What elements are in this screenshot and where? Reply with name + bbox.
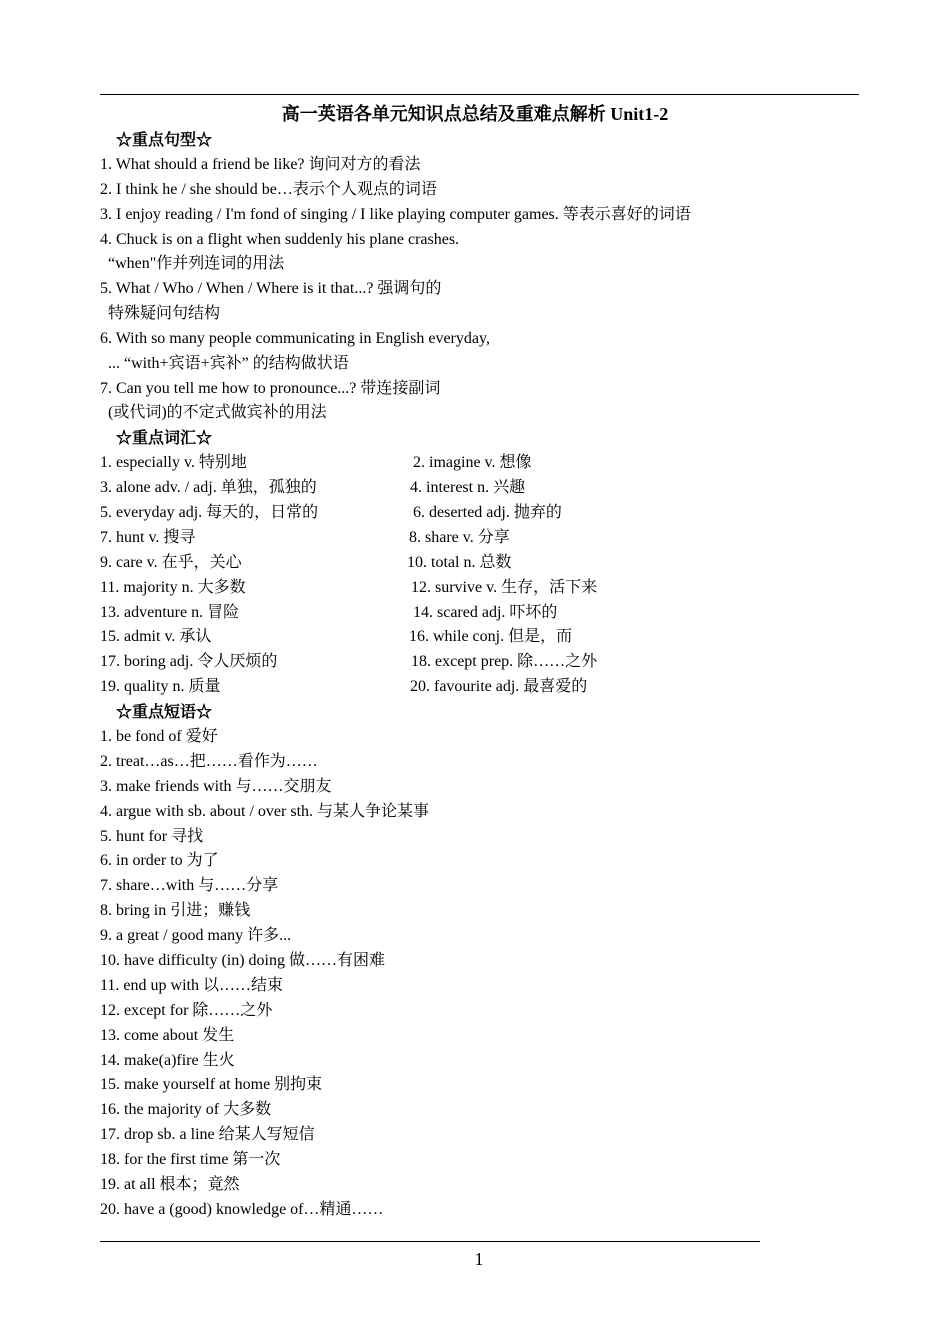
- vocab-item: 18. except prep. 除……之外: [411, 653, 598, 670]
- vocab-item: 3. alone adv. / adj. 单独，孤独的: [100, 479, 317, 496]
- vocab-item: 4. interest n. 兴趣: [410, 479, 526, 496]
- phrase-item: 12. except for 除……之外: [100, 1002, 273, 1019]
- phrase-item: 2. treat…as…把……看作为……: [100, 753, 318, 770]
- sentence-line: ... “with+宾语+宾补” 的结构做状语: [108, 355, 349, 372]
- vocab-item: 14. scared adj. 吓坏的: [413, 604, 558, 621]
- sentence-line: (或代词)的不定式做宾补的用法: [108, 404, 327, 421]
- sentence-line: 2. I think he / she should be…表示个人观点的词语: [100, 181, 437, 198]
- sentence-line: 特殊疑问句结构: [108, 305, 221, 322]
- section-heading-phrases: ☆重点短语☆: [116, 704, 213, 721]
- vocab-item: 12. survive v. 生存，活下来: [411, 579, 598, 596]
- vocab-item: 20. favourite adj. 最喜爱的: [410, 678, 588, 695]
- sentence-line: 1. What should a friend be like? 询问对方的看法: [100, 156, 421, 173]
- phrase-item: 18. for the first time 第一次: [100, 1151, 281, 1168]
- phrase-item: 16. the majority of 大多数: [100, 1101, 272, 1118]
- phrase-item: 19. at all 根本；竟然: [100, 1176, 240, 1193]
- vocab-item: 9. care v. 在乎，关心: [100, 554, 242, 571]
- phrase-item: 10. have difficulty (in) doing 做……有困难: [100, 952, 386, 969]
- section-heading-vocab: ☆重点词汇☆: [116, 430, 213, 447]
- page-number: 1: [474, 1249, 484, 1269]
- vocab-item: 17. boring adj. 令人厌烦的: [100, 653, 278, 670]
- phrase-item: 15. make yourself at home 别拘束: [100, 1076, 323, 1093]
- vocab-item: 7. hunt v. 搜寻: [100, 529, 196, 546]
- vocab-item: 11. majority n. 大多数: [100, 579, 246, 596]
- phrase-item: 7. share…with 与……分享: [100, 877, 279, 894]
- vocab-item: 10. total n. 总数: [407, 554, 512, 571]
- vocab-item: 13. adventure n. 冒险: [100, 604, 240, 621]
- vocab-item: 6. deserted adj. 抛弃的: [413, 504, 562, 521]
- phrase-item: 4. argue with sb. about / over sth. 与某人争论某事: [100, 803, 430, 820]
- vocab-item: 8. share v. 分享: [409, 529, 510, 546]
- phrase-item: 13. come about 发生: [100, 1027, 235, 1044]
- section-heading-sentences: ☆重点句型☆: [116, 132, 213, 149]
- sentence-line: 5. What / Who / When / Where is it that...? 强调句的: [100, 280, 442, 297]
- vocab-item: 2. imagine v. 想像: [413, 454, 532, 471]
- phrase-item: 9. a great / good many 许多...: [100, 927, 292, 944]
- phrase-item: 20. have a (good) knowledge of…精通……: [100, 1201, 384, 1218]
- vocab-item: 15. admit v. 承认: [100, 628, 212, 645]
- sentence-line: 4. Chuck is on a flight when suddenly his plane crashes.: [100, 231, 460, 248]
- phrase-item: 8. bring in 引进；赚钱: [100, 902, 251, 919]
- phrase-item: 17. drop sb. a line 给某人写短信: [100, 1126, 315, 1143]
- vocab-item: 19. quality n. 质量: [100, 678, 221, 695]
- header-rule: [100, 94, 859, 95]
- vocab-item: 5. everyday adj. 每天的，日常的: [100, 504, 319, 521]
- phrase-item: 6. in order to 为了: [100, 852, 219, 869]
- phrase-item: 11. end up with 以……结束: [100, 977, 283, 994]
- phrase-item: 5. hunt for 寻找: [100, 828, 204, 845]
- phrase-item: 14. make(a)fire 生火: [100, 1052, 235, 1069]
- vocab-item: 1. especially v. 特别地: [100, 454, 247, 471]
- sentence-line: “when"作并列连词的用法: [108, 255, 285, 272]
- sentence-line: 6. With so many people communicating in English everyday,: [100, 330, 490, 347]
- sentence-line: 7. Can you tell me how to pronounce...? 带连接副词: [100, 380, 441, 397]
- sentence-line: 3. I enjoy reading / I'm fond of singing / I like playing computer games. 等表示喜好的词语: [100, 206, 691, 223]
- phrase-item: 3. make friends with 与……交朋友: [100, 778, 332, 795]
- footer-rule: [100, 1241, 760, 1242]
- phrase-item: 1. be fond of 爱好: [100, 728, 218, 745]
- vocab-item: 16. while conj. 但是，而: [409, 628, 573, 645]
- document-title: 高一英语各单元知识点总结及重难点解析 Unit1-2: [281, 104, 669, 124]
